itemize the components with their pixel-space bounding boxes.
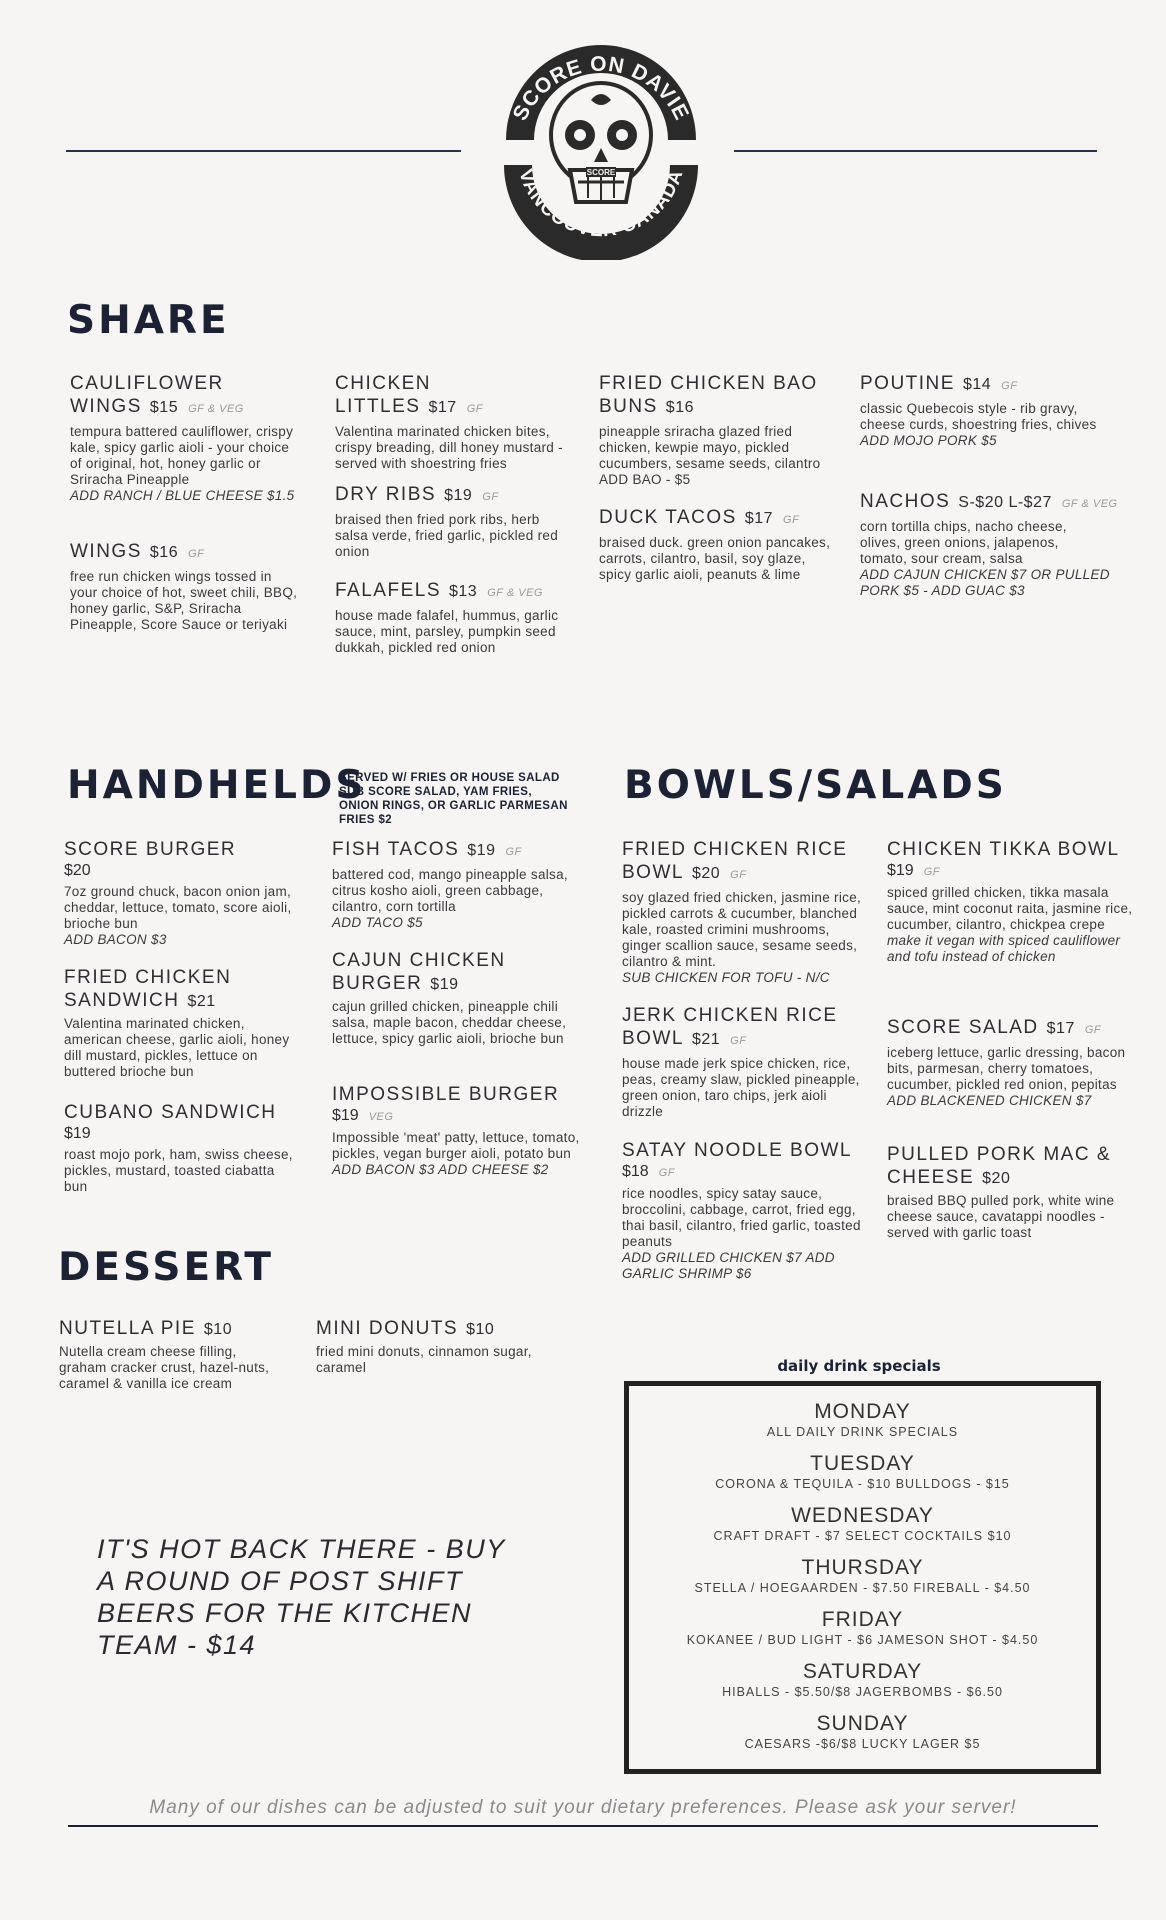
day-name: MONDAY [814, 1400, 911, 1423]
menu-item [887, 1016, 1137, 1109]
item-desc: house made jerk spice chicken, rice, peas, creamy slaw, pickled pineapple, green onion, taro chips, jerk aioli drizzle [622, 1056, 860, 1119]
item-desc: Nutella cream cheese filling, graham cracker crust, hazel-nuts, caramel & vanilla ice cream [59, 1344, 270, 1391]
item-price: $20 [982, 1170, 1011, 1187]
item-add: ADD BACON $3 [64, 932, 167, 947]
handhelds-note: SERVED W/ FRIES OR HOUSE SALAD SUB SCORE SALAD, YAM FRIES, ONION RINGS, OR GARLIC PARMESAN FRIES $2 [339, 772, 568, 826]
item-price-line: $19 VEG [332, 1107, 394, 1124]
item-price: $17 [744, 510, 774, 527]
day-name: FRIDAY [821, 1608, 904, 1631]
item-name: NACHOS S-$20 L-$27 GF & VEG [860, 491, 1118, 512]
item-name: SCORE SALAD $17 GF [887, 1017, 1102, 1038]
item-price-line: $19 GF [887, 862, 940, 879]
menu-item [622, 1004, 872, 1120]
item-desc: tempura battered cauliflower, crispy kale, spicy garlic aioli - your choice of original, hot, honey garlic or Sriracha Pineapple [70, 424, 294, 487]
item-name: SATAY NOODLE BOWL [622, 1140, 852, 1161]
header-rule-left [66, 150, 461, 152]
item-price: $19 [444, 487, 473, 504]
header-rule-right [734, 150, 1097, 152]
menu-item [59, 1317, 279, 1392]
item-name: JERK CHICKEN RICE BOWL $21 GF [622, 1005, 838, 1049]
item-name: FRIED CHICKEN SANDWICH $21 [64, 967, 232, 1011]
item-desc: braised BBQ pulled pork, white wine cheese sauce, cavatappi noodles - served with garlic toast [887, 1193, 1115, 1240]
item-desc: Valentina marinated chicken bites, crispy breading, dill honey mustard - served with shoestring fries [335, 424, 563, 471]
item-price: $10 [203, 1321, 233, 1338]
item-desc: battered cod, mango pineapple salsa, citrus kosho aioli, green cabbage, cilantro, corn tortilla [332, 867, 568, 914]
item-price: $15 [149, 399, 179, 416]
item-tag: VEG [368, 1111, 394, 1123]
item-tag: GF [188, 548, 205, 560]
menu-item [332, 949, 572, 1047]
item-add: ADD GRILLED CHICKEN $7 ADD GARLIC SHRIMP $6 [622, 1250, 835, 1281]
item-name: DUCK TACOS $17 GF [599, 507, 800, 528]
menu-item [64, 838, 300, 948]
item-desc: fried mini donuts, cinnamon sugar, caramel [316, 1344, 532, 1375]
skull-icon [551, 83, 651, 202]
item-tag: GF & VEG [188, 403, 244, 415]
drink-day [629, 1555, 1096, 1596]
item-desc: 7oz ground chuck, bacon onion jam, cheddar, lettuce, tomato, score aioli, brioche bun [64, 884, 292, 931]
item-desc: roast mojo pork, ham, swiss cheese, pickles, mustard, toasted ciabatta bun [64, 1147, 293, 1194]
item-price: $20 [691, 865, 721, 882]
item-name: IMPOSSIBLE BURGER [332, 1084, 560, 1105]
item-desc: free run chicken wings tossed in your choice of hot, sweet chili, BBQ, honey garlic, S&P, Sriracha Pineapple, Score Sauce or teriyaki [70, 569, 298, 632]
menu-item [332, 1083, 582, 1178]
item-price: S-$20 L-$27 [958, 494, 1052, 511]
day-deal: ALL DAILY DRINK SPECIALS [766, 1425, 959, 1439]
drink-specials-box [624, 1381, 1101, 1774]
item-tag: GF [730, 869, 747, 881]
item-add: ADD RANCH / BLUE CHEESE $1.5 [70, 488, 295, 503]
item-desc: corn tortilla chips, nacho cheese, olives, green onions, jalapenos, tomato, sour cream, salsa [860, 519, 1067, 566]
drink-day [629, 1607, 1096, 1648]
item-price: $17 [1046, 1020, 1075, 1037]
dessert-title: DESSERT [58, 1245, 274, 1290]
logo-bottom-text: VANCOUVER CANADA [514, 166, 688, 242]
menu-item [335, 483, 575, 560]
item-price: $21 [691, 1031, 721, 1048]
item-name: NUTELLA PIE $10 [59, 1318, 233, 1339]
item-price: $16 [149, 544, 179, 561]
item-price-line: $18 GF [622, 1163, 675, 1180]
logo-badge-text: SCORE [586, 168, 616, 177]
item-tag: GF [1084, 1024, 1102, 1036]
item-name: CAULIFLOWER WINGS $15 GF & VEG [70, 373, 244, 417]
item-name: FISH TACOS $19 GF [332, 839, 522, 860]
menu-item [64, 966, 300, 1080]
item-price: $20 [64, 862, 91, 879]
item-add: ADD MOJO PORK $5 [860, 433, 997, 448]
day-deal: CRAFT DRAFT - $7 SELECT COCKTAILS $10 [713, 1529, 1012, 1543]
menu-item [887, 838, 1137, 965]
skull-logo [498, 30, 704, 260]
item-price: $10 [466, 1321, 495, 1338]
item-name: CHICKEN LITTLES $17 GF [335, 373, 483, 417]
drinks-title: daily drink specials [777, 1357, 941, 1375]
item-desc: pineapple sriracha glazed fried chicken, kewpie mayo, pickled cucumbers, sesame seeds, cilantro ADD BAO - $5 [599, 424, 821, 487]
item-add: ADD CAJUN CHICKEN $7 OR PULLED PORK $5 - ADD GUAC $3 [860, 567, 1110, 598]
drink-day [629, 1399, 1096, 1440]
drink-day [629, 1711, 1096, 1752]
day-name: SATURDAY [802, 1660, 923, 1683]
item-add: ADD BLACKENED CHICKEN $7 [887, 1093, 1092, 1108]
item-add: ADD BACON $3 ADD CHEESE $2 [332, 1162, 549, 1177]
footer-rule [68, 1825, 1098, 1827]
item-name: CHICKEN TIKKA BOWL [887, 839, 1120, 860]
day-name: TUESDAY [810, 1452, 915, 1475]
day-deal: KOKANEE / BUD LIGHT - $6 JAMESON SHOT - $4.50 [686, 1633, 1039, 1647]
item-tag: GF [923, 866, 940, 878]
item-desc: braised duck. green onion pancakes, carrots, cilantro, basil, soy glaze, spicy garlic aioli, peanuts & lime [599, 535, 831, 582]
item-price: $19 [430, 976, 459, 993]
day-deal: STELLA / HOEGAARDEN - $7.50 FIREBALL - $4.50 [694, 1581, 1031, 1595]
item-price: $14 [962, 376, 992, 393]
menu-item [887, 1143, 1137, 1241]
item-desc: Impossible 'meat' patty, lettuce, tomato, pickles, vegan burger aioli, potato bun [332, 1130, 580, 1161]
item-price: $13 [449, 583, 478, 600]
kitchen-beer-promo: IT'S HOT BACK THERE - BUY A ROUND OF POST SHIFT BEERS FOR THE KITCHEN TEAM - $14 [97, 1534, 506, 1660]
item-name: CUBANO SANDWICH [64, 1102, 277, 1123]
handhelds-title: HANDHELDS [67, 763, 367, 808]
item-desc: Valentina marinated chicken, american cheese, garlic aioli, honey dill mustard, pickles, lettuce on buttered brioche bun [64, 1016, 290, 1079]
item-name: FRIED CHICKEN BAO BUNS $16 [599, 373, 818, 417]
item-tag: GF [658, 1167, 675, 1179]
menu-item [332, 838, 572, 931]
menu-item [860, 372, 1100, 449]
menu-item [599, 372, 831, 488]
item-add: make it vegan with spiced cauliflower and tofu instead of chicken [887, 933, 1121, 964]
item-desc: braised then fried pork ribs, herb salsa verde, fried garlic, pickled red onion [335, 512, 558, 559]
item-add: ADD TACO $5 [332, 915, 423, 930]
item-name: WINGS $16 GF [70, 541, 205, 562]
day-deal: CAESARS -$6/$8 LUCKY LAGER $5 [744, 1737, 981, 1751]
menu-item [622, 838, 872, 986]
menu-item [70, 372, 302, 504]
drink-day [629, 1503, 1096, 1544]
item-tag: GF [783, 514, 800, 526]
menu-item [316, 1317, 536, 1376]
menu-item [335, 372, 575, 472]
menu-item [622, 1139, 872, 1282]
item-tag: GF [730, 1035, 747, 1047]
menu-item [599, 506, 831, 583]
menu-item [70, 540, 302, 633]
item-desc: house made falafel, hummus, garlic sauce, mint, parsley, pumpkin seed dukkah, pickled red onion [335, 608, 559, 655]
item-desc: soy glazed fried chicken, jasmine rice, pickled carrots & cucumber, blanched kale, roasted crimini mushrooms, ginger scallion sauce, sesame seeds, cilantro & mint. [622, 890, 862, 969]
drink-day [629, 1659, 1096, 1700]
item-price: $21 [187, 993, 216, 1010]
logo-top-text: SCORE ON DAVIE [508, 52, 694, 125]
item-tag: GF [1001, 380, 1018, 392]
dietary-footer: Many of our dishes can be adjusted to suit your dietary preferences. Please ask your server! [149, 1797, 1017, 1818]
item-price: $16 [665, 399, 694, 416]
bowls-title: BOWLS/SALADS [624, 763, 1007, 808]
day-name: WEDNESDAY [791, 1504, 934, 1527]
item-name: FALAFELS $13 GF & VEG [335, 580, 543, 601]
item-desc: classic Quebecois style - rib gravy, cheese curds, shoestring fries, chives [860, 401, 1097, 432]
item-name: PULLED PORK MAC & CHEESE $20 [887, 1144, 1111, 1188]
menu-item [64, 1101, 300, 1195]
item-tag: GF [505, 846, 522, 858]
drink-day [629, 1451, 1096, 1492]
item-name: CAJUN CHICKEN BURGER $19 [332, 950, 506, 994]
item-name: POUTINE $14 GF [860, 373, 1018, 394]
item-desc: iceberg lettuce, garlic dressing, bacon bits, parmesan, cherry tomatoes, cucumber, pickled red onion, pepitas [887, 1045, 1126, 1092]
item-desc: spiced grilled chicken, tikka masala sauce, mint coconut raita, jasmine rice, cucumber, cilantro, chickpea crepe [887, 885, 1133, 932]
day-name: SUNDAY [816, 1712, 909, 1735]
item-name: MINI DONUTS $10 [316, 1318, 495, 1339]
item-price: $17 [428, 399, 457, 416]
item-add: SUB CHICKEN FOR TOFU - N/C [622, 970, 830, 985]
item-name: SCORE BURGER [64, 839, 237, 860]
item-desc: rice noodles, spicy satay sauce, broccolini, cabbage, carrot, fried egg, thai basil, cilantro, fried garlic, toasted peanuts [622, 1186, 861, 1249]
item-tag: GF [466, 403, 483, 415]
item-name: DRY RIBS $19 GF [335, 484, 499, 505]
share-title: SHARE [67, 298, 230, 343]
menu-item [335, 579, 575, 656]
item-tag: GF & VEG [1061, 498, 1118, 510]
item-tag: GF [482, 491, 499, 503]
item-price: $19 [64, 1125, 91, 1142]
item-desc: cajun grilled chicken, pineapple chili salsa, maple bacon, cheddar cheese, lettuce, spicy garlic aioli, brioche bun [332, 999, 567, 1046]
day-deal: HIBALLS - $5.50/$8 JAGERBOMBS - $6.50 [722, 1685, 1003, 1699]
item-name: FRIED CHICKEN RICE BOWL $20 GF [622, 839, 848, 883]
day-deal: CORONA & TEQUILA - $10 BULLDOGS - $15 [715, 1477, 1010, 1491]
item-price: $19 [467, 842, 496, 859]
day-name: THURSDAY [801, 1556, 924, 1579]
menu-item [860, 490, 1140, 599]
item-tag: GF & VEG [487, 587, 543, 599]
